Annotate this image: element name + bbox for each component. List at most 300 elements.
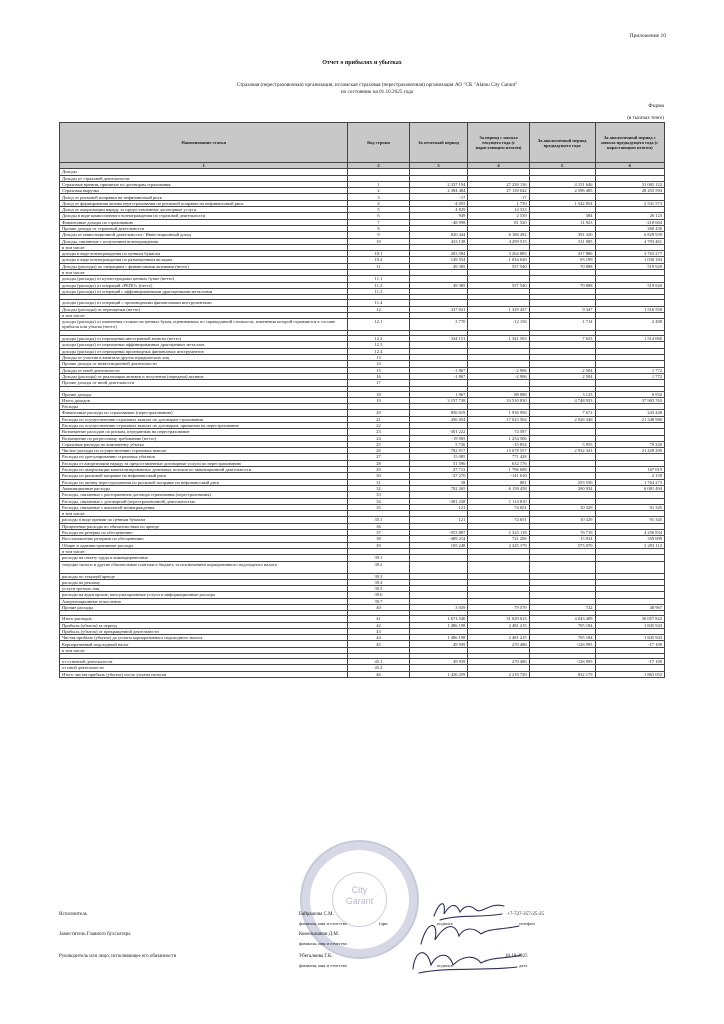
value-prev-ytd: 28 455 594 xyxy=(595,188,664,194)
head-signature-caption: подпись xyxy=(437,963,453,968)
row-code: 12 xyxy=(348,306,409,312)
row-name: доходы (расходы) от изменения стоимости ценных бумаг, оцениваемых по справедливой стоимости, изменения которой отражаются в составе прибыли или убытка (нетто) xyxy=(60,319,348,331)
row-name: Расходы по осуществлению страховых выплат по договорам, принятым на перестрахование xyxy=(60,422,348,428)
value-ytd: 31 029 615 xyxy=(468,616,529,622)
value-prev-period: 705 184 xyxy=(529,622,595,628)
row-name: Финансовые расходы по страхованию (перестрахованию) xyxy=(60,410,348,416)
row-name: в том числе: xyxy=(60,647,348,653)
row-name: Прочие доходы от иной деятельности xyxy=(60,380,348,386)
executor-phone: +7-727-357-25-25 xyxy=(507,912,544,917)
row-name: услуги третьих лиц xyxy=(60,586,348,592)
value-current-period: 1 486 198 xyxy=(409,622,468,628)
row-code: 45 xyxy=(348,641,409,647)
executor-role: Исполнитель xyxy=(59,912,87,917)
value-prev-period: 255 556 xyxy=(529,479,595,485)
value-ytd: 3 264 885 xyxy=(468,251,529,257)
row-code: 11.4 xyxy=(348,300,409,306)
stamp-text: Garant xyxy=(345,896,374,906)
value-prev-period: 93 199 xyxy=(529,257,595,263)
stamp-text: City xyxy=(351,885,368,895)
value-current-period: 49 385 xyxy=(409,263,468,269)
row-code: 25 xyxy=(348,441,409,447)
value-current-period: 3 157 738 xyxy=(409,397,468,403)
value-prev-ytd: 519 920 xyxy=(595,282,664,288)
value-prev-ytd: 37 903 763 xyxy=(595,397,664,403)
value-current-period: 3 770 xyxy=(409,319,468,331)
row-name: доходы (расходы) от операций с аффинированными драгоценными металлами xyxy=(60,288,348,294)
row-name: в том числе: xyxy=(60,312,348,318)
value-ytd: 2 539 xyxy=(468,213,529,219)
value-ytd: 27 239 136 xyxy=(468,181,529,187)
value-current-period: 283 584 xyxy=(409,251,468,257)
value-prev-ytd: 1 030 184 xyxy=(595,257,664,263)
row-code: 36 xyxy=(348,523,409,529)
row-name: Страховые премии, принятые по договорам страхования xyxy=(60,181,348,187)
row-code: 8 xyxy=(348,225,409,231)
row-name: Процентные расходы по обязательствам по аренде xyxy=(60,523,348,529)
value-ytd: 1 796 688 xyxy=(468,467,529,473)
value-prev-period: 384 xyxy=(529,213,595,219)
column-number: 6 xyxy=(595,163,664,169)
value-current-period: 5 726 xyxy=(409,441,468,447)
value-prev-period: 2 504 xyxy=(529,367,595,373)
header-ytd: За период с начала текущего года (с нарастающим итогом) xyxy=(468,123,529,163)
row-name: Расходы, связанные с расторжением договора страхования (перестрахования) xyxy=(60,492,348,498)
value-current-period: -1 867 xyxy=(409,367,468,373)
row-name: доходы (расходы) от переоценки производных финансовых инструментов xyxy=(60,348,348,354)
value-prev-period: 832 179 xyxy=(529,671,595,677)
row-code: 27 xyxy=(348,454,409,460)
value-prev-period: 2 926 346 xyxy=(529,416,595,422)
row-name: Корпоративный подоходный налог xyxy=(60,641,348,647)
row-code: 2 xyxy=(348,188,409,194)
value-ytd: 557 540 xyxy=(468,263,529,269)
value-prev-period: -126 995 xyxy=(529,659,595,665)
value-prev-period: 4 043 409 xyxy=(529,616,595,622)
row-name: Восстановление резервов по обесценению xyxy=(60,536,348,542)
row-code: 38 xyxy=(348,536,409,542)
header-row xyxy=(60,123,665,163)
row-code: 40 xyxy=(348,605,409,611)
row-code: 11 xyxy=(348,263,409,269)
row-name: расходы на аудиторские, консультационные услуги и информационные расходы xyxy=(60,592,348,598)
row-code: 12.1 xyxy=(348,319,409,331)
value-current-period: 4 829 xyxy=(409,207,468,213)
value-prev-ytd: 1 845 943 xyxy=(595,635,664,641)
head-signature xyxy=(405,945,528,975)
value-ytd: -141 610 xyxy=(468,473,529,479)
row-name: Итого чистая прибыль (убыток) после уплаты налогов xyxy=(60,671,348,677)
row-code: 17 xyxy=(348,380,409,386)
value-prev-ytd: -218 604 xyxy=(595,219,664,225)
value-prev-ytd: 6 081 494 xyxy=(595,485,664,491)
value-prev-ytd: 519 920 xyxy=(595,263,664,269)
value-prev-ytd: 21 428 200 xyxy=(595,448,664,454)
value-ytd: 1 739 xyxy=(468,200,529,206)
value-prev-ytd: -17 109 xyxy=(595,659,664,665)
row-name: Доходы (расходы) от реализации активов и получения (передачи) активов xyxy=(60,373,348,379)
value-current-period: -27 270 xyxy=(409,473,468,479)
row-name: Возмещение расходов по рискам, переданным на перестрахование xyxy=(60,429,348,435)
value-prev-period: 70 888 xyxy=(529,282,595,288)
value-prev-ytd: 359 009 xyxy=(595,536,664,542)
value-current-period: 121 xyxy=(409,504,468,510)
value-prev-period: 417 886 xyxy=(529,251,595,257)
column-number: 3 xyxy=(409,163,468,169)
value-current-period: 51 596 xyxy=(409,460,468,466)
value-current-period: -489 214 xyxy=(409,536,468,542)
value-current-period: 15 085 xyxy=(409,454,468,460)
value-current-period: 456 054 xyxy=(409,416,468,422)
row-code: 1 xyxy=(348,181,409,187)
value-prev-ytd: 2 498 xyxy=(595,319,664,331)
row-name: от иной деятельности xyxy=(60,665,348,671)
value-current-period: -301 222 xyxy=(409,429,468,435)
row-name: доходы (расходы) от купли-продажи ценных бумаг (нетто) xyxy=(60,276,348,282)
value-current-period: -48 998 xyxy=(409,219,468,225)
row-code: 39.5 xyxy=(348,586,409,592)
value-current-period: 2 337 194 xyxy=(409,181,468,187)
value-prev-ytd: 6 829 939 xyxy=(595,232,664,238)
value-current-period: -381 238 xyxy=(409,498,468,504)
row-code: 14 xyxy=(348,361,409,367)
value-prev-ytd: 260 436 xyxy=(595,225,664,231)
header-current-period: За отчетный период xyxy=(409,123,468,163)
column-number: 2 xyxy=(348,163,409,169)
value-prev-period: -126 995 xyxy=(529,641,595,647)
row-code: 39.3 xyxy=(348,573,409,579)
value-current-period: 433 138 xyxy=(409,238,468,244)
row-name: Страховые расходы по компоненту убытка xyxy=(60,441,348,447)
row-code: 28 xyxy=(348,460,409,466)
value-prev-period: 3 123 xyxy=(529,391,595,397)
value-ytd: 2 325 179 xyxy=(468,542,529,548)
executor-signature-caption: подпись xyxy=(437,921,453,926)
executor-caption-extra: (при xyxy=(379,921,388,926)
row-name: Доходы от иной деятельности xyxy=(60,367,348,373)
value-prev-ytd: 79 220 xyxy=(595,441,664,447)
value-prev-ytd: 91 345 xyxy=(595,517,664,523)
value-current-period: 3 039 xyxy=(409,605,468,611)
row-code: 45.1 xyxy=(348,659,409,665)
row-code: 32 xyxy=(348,485,409,491)
row-name: доходы (расходы) от операций с производными финансовыми инструментами xyxy=(60,300,348,306)
row-code: 43 xyxy=(348,628,409,634)
row-name: Итого доходов xyxy=(60,397,348,403)
row-code: 39 xyxy=(348,542,409,548)
row-name: доходы (расходы) от операций «РЕПО» (нетто) xyxy=(60,282,348,288)
deputy-caption: фамилия, имя и отчество xyxy=(299,941,347,946)
value-ytd: 74 587 xyxy=(468,429,529,435)
value-ytd: 632 176 xyxy=(468,460,529,466)
stamp-center xyxy=(332,872,387,927)
executor-phone-caption: телефон xyxy=(519,921,535,926)
value-prev-ytd: 1 772 xyxy=(595,367,664,373)
row-name: Доходы в виде комиссионного вознаграждения по страховой деятельности xyxy=(60,213,348,219)
row-code: 11.3 xyxy=(348,288,409,294)
value-prev-ytd: 36 057 822 xyxy=(595,616,664,622)
row-name: Доходы от участия в капитале других юридических лиц xyxy=(60,355,348,361)
value-current-period xyxy=(409,561,468,573)
row-name: Итого расходов xyxy=(60,616,348,622)
row-code: 44 xyxy=(348,635,409,641)
value-ytd: 17 023 504 xyxy=(468,416,529,422)
row-name: Расходы, связанные с выплатой вознаграждения xyxy=(60,504,348,510)
row-code: 11.1 xyxy=(348,276,409,282)
row-name: Доходы от инвестиционной деятельности / Инвестиционный доход xyxy=(60,232,348,238)
value-prev-ytd: 167 019 xyxy=(595,467,664,473)
row-code: 46 xyxy=(348,671,409,677)
value-prev-period: 7 633 xyxy=(529,336,595,342)
row-name: Прочие доходы xyxy=(60,391,348,397)
row-name: Доходы, связанные с получением вознаграждения xyxy=(60,238,348,244)
value-ytd: -2 906 xyxy=(468,367,529,373)
table-row xyxy=(60,319,665,331)
report-subtitle xyxy=(110,82,644,96)
value-prev-ytd: -17 109 xyxy=(595,641,664,647)
value-current-period: -953 807 xyxy=(409,530,468,536)
row-code: 15 xyxy=(348,367,409,373)
value-current-period: -4 055 xyxy=(409,200,468,206)
row-name: от основной деятельности xyxy=(60,659,348,665)
annex-label: Приложение 10 xyxy=(629,33,666,39)
value-ytd: 2 481 215 xyxy=(468,635,529,641)
row-name: в том числе: xyxy=(60,511,348,517)
value-ytd: 6 158 458 xyxy=(468,485,529,491)
row-name: Доходы xyxy=(60,169,348,175)
row-name: Прибыль (убыток) от прекращенной деятельности xyxy=(60,628,348,634)
value-prev-ytd: 1 516 558 xyxy=(595,306,664,312)
value-prev-period: 10 329 xyxy=(529,517,595,523)
header-prev-ytd: За аналогичный период с начала предыдущего года (с нарастающим итогом) xyxy=(595,123,664,163)
row-name: Возмещение по регрессному требованию (нетто) xyxy=(60,435,348,441)
row-code: 23 xyxy=(348,429,409,435)
value-current-period: 856 619 xyxy=(409,410,468,416)
column-number: 1 xyxy=(60,163,348,169)
value-current-period: 2 384 484 xyxy=(409,188,468,194)
value-current-period: 820 444 xyxy=(409,232,468,238)
value-ytd: -17 xyxy=(468,194,529,200)
row-name: Чистые расходы по осуществлению страховых выплат xyxy=(60,448,348,454)
row-name: расходы в виде премии по ценным бумагам xyxy=(60,517,348,523)
value-ytd: 1 936 996 xyxy=(468,410,529,416)
table-row xyxy=(60,561,665,573)
row-name: Расходы на резервы по обесценению xyxy=(60,530,348,536)
value-ytd: 1 341 593 xyxy=(468,336,529,342)
row-name: Доход от формирования актива перестрахования по рисковой поправке на нефинансовый риск xyxy=(60,200,348,206)
row-name: Чистая прибыль (убыток) до уплаты корпоративного подоходного налога xyxy=(60,635,348,641)
row-name: Расходы по осуществлению страховых выплат по договорам страхования xyxy=(60,416,348,422)
row-name: расходы на рекламу xyxy=(60,579,348,585)
row-name: расходы на оплату труда и командировочные xyxy=(60,555,348,561)
value-prev-period: 4 151 646 xyxy=(529,181,595,187)
row-name: Расходы по активу перестрахования по рисковой поправке на нефинансовый риск xyxy=(60,479,348,485)
report-title: Отчет о прибылях и убытках xyxy=(322,60,402,66)
value-ytd: 1 329 437 xyxy=(468,306,529,312)
deputy-name: Кемельманов Д.М. xyxy=(299,932,340,937)
row-name: Расходы xyxy=(60,404,348,410)
head-name: Убегалиева Г.К. xyxy=(299,954,333,959)
value-current-period: 1 671 540 xyxy=(409,616,468,622)
value-current-period: 1 967 xyxy=(409,391,468,397)
value-ytd: 270 486 xyxy=(468,641,529,647)
row-name: Финансовые доходы по страхованию xyxy=(60,219,348,225)
row-name: Страховая выручка xyxy=(60,188,348,194)
value-ytd: 4 299 515 xyxy=(468,238,529,244)
table-row xyxy=(60,671,665,677)
value-ytd: 721 296 xyxy=(468,536,529,542)
value-prev-ytd: 243 448 xyxy=(595,410,664,416)
value-prev-period: 2 596 485 xyxy=(529,188,595,194)
row-name: доходы (расходы) от переоценки аффинированных драгоценных металлов xyxy=(60,342,348,348)
value-current-period: 121 xyxy=(409,517,468,523)
report-table xyxy=(59,122,665,678)
row-code: 39.1 xyxy=(348,555,409,561)
row-name: Прочие доходы от страховой деятельности xyxy=(60,225,348,231)
row-code: 11.2 xyxy=(348,282,409,288)
value-prev-period: 1 714 xyxy=(529,319,595,331)
value-prev-ytd: 31 065 122 xyxy=(595,181,664,187)
row-code: 35.1 xyxy=(348,517,409,523)
head-role: Руководитель или лицо, исполняющее его обязанности xyxy=(59,954,177,959)
header-prev-period: За аналогичный период предыдущего года xyxy=(529,123,595,163)
value-ytd: -15 854 xyxy=(468,441,529,447)
row-code: 24 xyxy=(348,435,409,441)
row-name: Расходы от амортизации наряду за предоставленные договорные услуги по перестрахованию xyxy=(60,460,348,466)
subtitle-date: по состоянию на 01.10.2025 года xyxy=(340,89,414,95)
row-name: Амортизационные отчисления xyxy=(60,598,348,604)
value-current-period: 105 248 xyxy=(409,542,468,548)
form-label: Форма xyxy=(648,103,664,109)
value-ytd: 1 323 118 xyxy=(468,530,529,536)
column-number: 5 xyxy=(529,163,595,169)
value-prev-period: 11 923 xyxy=(529,219,595,225)
value-prev-period: 391 320 xyxy=(529,232,595,238)
row-code: 9 xyxy=(348,232,409,238)
value-ytd: 81 520 xyxy=(468,219,529,225)
value-ytd: -12 156 xyxy=(468,319,529,331)
value-prev-ytd: 1 845 943 xyxy=(595,622,664,628)
value-prev-period: 10 329 xyxy=(529,504,595,510)
value-ytd: 88 088 xyxy=(468,391,529,397)
value-ytd: 771 428 xyxy=(468,454,529,460)
value-prev-period: 5 955 xyxy=(529,441,595,447)
value-ytd: 881 xyxy=(468,479,529,485)
row-name: в том числе: xyxy=(60,270,348,276)
value-current-period: 1 436 259 xyxy=(409,671,468,677)
row-code: 37 xyxy=(348,530,409,536)
value-prev-period: 575 070 xyxy=(529,542,595,548)
row-code: 45.2 xyxy=(348,665,409,671)
row-name: доходы (расходы) от переоценки иностранной валюты (нетто) xyxy=(60,336,348,342)
value-prev-period: 15 934 xyxy=(529,536,595,542)
header-name: Наименование статьи xyxy=(60,123,348,163)
value-prev-period: 9 347 xyxy=(529,306,595,312)
value-ytd: 270 486 xyxy=(468,659,529,665)
row-code: 5 xyxy=(348,207,409,213)
value-ytd: 27 139 042 xyxy=(468,188,529,194)
value-prev-ytd: 2 541 573 xyxy=(595,200,664,206)
value-prev-ytd: 1 863 052 xyxy=(595,671,664,677)
row-name: Общие и административные расходы xyxy=(60,542,348,548)
value-current-period: 782 917 xyxy=(409,448,468,454)
row-code: 18 xyxy=(348,391,409,397)
column-number: 4 xyxy=(468,163,529,169)
value-current-period: 49 939 xyxy=(409,659,468,665)
row-name: Доход от рисковой поправки на нефинансовый риск xyxy=(60,194,348,200)
value-ytd: 1 114 810 xyxy=(468,498,529,504)
row-code: 13 xyxy=(348,355,409,361)
executor-name: Байрашова С.М. xyxy=(299,912,334,917)
deputy-signature xyxy=(415,918,525,948)
row-name: Аквизиционные расходы xyxy=(60,485,348,491)
value-ytd: 33 510 830 xyxy=(468,397,529,403)
value-current-period: 38 xyxy=(409,479,468,485)
value-ytd: 79 579 xyxy=(468,605,529,611)
row-name: Прочие расходы xyxy=(60,605,348,611)
row-code: 12.4 xyxy=(348,348,409,354)
value-ytd: -2 906 xyxy=(468,373,529,379)
row-name: доходы в виде вознаграждения по ценным бумагам xyxy=(60,251,348,257)
row-code: 41 xyxy=(348,616,409,622)
row-code: 39.4 xyxy=(348,579,409,585)
value-current-period: 149 554 xyxy=(409,257,468,263)
row-name: Доходы (расходы) по операциям с финансовыми активами (нетто) xyxy=(60,263,348,269)
value-current-period: -1 867 xyxy=(409,373,468,379)
value-current-period: 49 939 xyxy=(409,641,468,647)
deputy-role: Заместитель Главного бухгалтера xyxy=(59,932,131,937)
row-name: Прибыль (убыток) за период xyxy=(60,622,348,628)
value-ytd: 15 678 557 xyxy=(468,448,529,454)
value-current-period: -17 xyxy=(409,194,468,200)
value-prev-ytd: 6 932 xyxy=(595,391,664,397)
head-caption: фамилия, имя и отчество xyxy=(299,963,347,968)
value-prev-period: 2 932 341 xyxy=(529,448,595,454)
row-name: Прочие доходы от инвестиционной деятельности xyxy=(60,361,348,367)
value-prev-period: 200 934 xyxy=(529,485,595,491)
row-name: в том числе: xyxy=(60,548,348,554)
row-code: 19 xyxy=(348,397,409,403)
value-current-period: 27 713 xyxy=(409,467,468,473)
row-name: в том числе: xyxy=(60,244,348,250)
value-current-period: -19 905 xyxy=(409,435,468,441)
value-prev-ytd: 1 764 273 xyxy=(595,479,664,485)
value-ytd: 2 481 215 xyxy=(468,622,529,628)
value-prev-period: 722 xyxy=(529,605,595,611)
row-name: Расходы по рисковой поправке на нефинансовый риск xyxy=(60,473,348,479)
row-code: 21 xyxy=(348,416,409,422)
value-prev-period: 76 719 xyxy=(529,530,595,536)
value-current-period: 334 151 xyxy=(409,336,468,342)
value-prev-ytd: 2 293 112 xyxy=(595,542,664,548)
value-current-period: 1 486 198 xyxy=(409,635,468,641)
value-ytd: 1 254 506 xyxy=(468,435,529,441)
value-ytd xyxy=(468,561,529,573)
date-caption: дата xyxy=(519,963,528,968)
value-prev-ytd: 48 967 xyxy=(595,605,664,611)
row-code: 10 xyxy=(348,238,409,244)
value-prev-ytd: 4 793 461 xyxy=(595,238,664,244)
row-code: 6 xyxy=(348,213,409,219)
row-code: 35 xyxy=(348,504,409,510)
row-code: 34 xyxy=(348,498,409,504)
row-code: 16 xyxy=(348,373,409,379)
report-date: 10.10.2025 xyxy=(505,954,528,959)
value-prev-ytd: 1 514 060 xyxy=(595,336,664,342)
value-current-period: 49 385 xyxy=(409,282,468,288)
row-code: 22 xyxy=(348,422,409,428)
row-code: 26 xyxy=(348,448,409,454)
